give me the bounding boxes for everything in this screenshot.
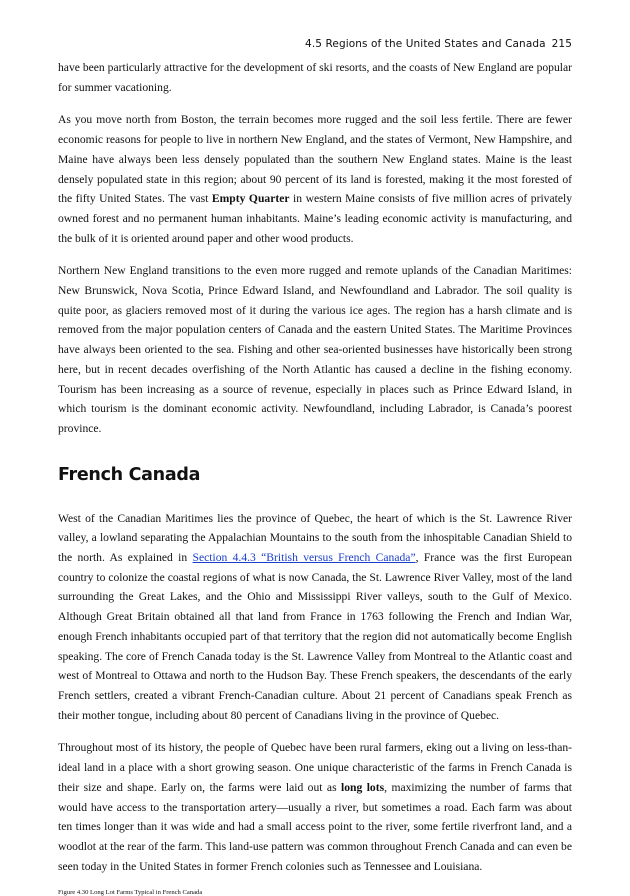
- paragraph-quebec: [58, 509, 572, 726]
- key-term-long-lots: long lots: [341, 780, 385, 794]
- paragraph-long-lots: [58, 738, 572, 876]
- running-header: [305, 38, 572, 50]
- paragraph-text: in western Maine consists of five million acres of privately owned forest and no permanent human inhabitants. Maine’s leading economic activity is manufacturing, and the bulk of it is oriented around paper and other wood products.: [58, 192, 572, 245]
- paragraph-text: , France was the first European country to colonize the coastal regions of what is now Canada, the St. Lawrence River Valley, most of the land surrounding the Great Lakes, and the Ohio and Mississippi River valleys, south to the Gulf of Mexico. Although Great Britain obtained all that land from France in 1763 following the French and Indian War, enough French inhabitants occupied part of that territory that the region did not automatically become English speaking. The core of French Canada today is the St. Lawrence Valley from Montreal to the Atlantic coast and west of Montreal to Ottawa and north to the Hudson Bay. These French speakers, the descendants of the early French settlers, created a vibrant French-Canadian culture. About 21 percent of Canadians speak French as their mother tongue, including about 80 percent of Canadians living in the province of Quebec.: [58, 551, 572, 722]
- paragraph-text: As you move north from Boston, the terrain becomes more rugged and the soil less fertile. There are fewer economic reasons for people to live in northern New England, and the states of Vermont, New Hampshire, and Maine have always been less densely populated than the southern New England states. Maine is the least densely populated state in this region; about 90 percent of its land is forested, making it the most forested of the fifty United States. The vast: [58, 113, 572, 206]
- paragraph-text: Throughout most of its history, the people of Quebec have been rural farmers, eking out a living on less-than-ideal land in a place with a short growing season. One unique characteristic of the farms in French Canada is their size and shape. Early on, the farms were laid out as: [58, 741, 572, 794]
- paragraph-text: , maximizing the number of farms that would have access to the transportation artery—usually a river, but sometimes a road. Each farm was about ten times longer than it was wide and had a small access point to the river, some fertile riverfront land, and a woodlot at the rear of the farm. This land-use pattern was common throughout French Canada and can even be seen today in the United States in former French colonies such as Tennessee and Louisiana.: [58, 780, 572, 873]
- figure-caption: Figure 4.30 Long Lot Farms Typical in French Canada: [58, 889, 203, 896]
- paragraph-text: West of the Canadian Maritimes lies the province of Quebec, the heart of which is the St. Lawrence River valley, a lowland separating the Appalachian Mountains to the south from the inhospitable Canadian Shield to the north. As explained in: [58, 511, 572, 565]
- section-title: 4.5 Regions of the United States and Canada: [305, 38, 546, 50]
- key-term-empty-quarter: Empty Quarter: [211, 192, 290, 206]
- page-body: [58, 58, 572, 896]
- paragraph-northern-new-england: [58, 110, 572, 248]
- paragraph-canadian-maritimes: Northern New England transitions to the even more rugged and remote uplands of the Canadian Maritimes: New Brunswick, Nova Scotia, Prince Edward Island, and Newfoundland and Labrador. The soil quality is quite poor, as glaciers removed most of it during the various ice ages. The region has a harsh climate and is removed from the major population centers of Canada and the eastern United States. The Maritime Provinces have always been oriented to the sea. Fishing and other sea-oriented businesses have historically been strong here, but in recent decades overfishing of the North Atlantic has caused a decline in the fishing economy. Tourism has been increasing as a source of revenue, especially in places such as Prince Edward Island, in which tourism is the dominant economic activity. Newfoundland, including Labrador, is Canada’s poorest province.: [58, 264, 572, 435]
- paragraph-ski-resorts: have been particularly attractive for the development of ski resorts, and the coasts of New England are popular for summer vacationing.: [58, 61, 572, 94]
- page-number: 215: [551, 38, 572, 50]
- section-cross-reference-link[interactable]: Section 4.4.3 “British versus French Canada”: [192, 551, 416, 565]
- section-heading-french-canada: French Canada: [58, 464, 201, 485]
